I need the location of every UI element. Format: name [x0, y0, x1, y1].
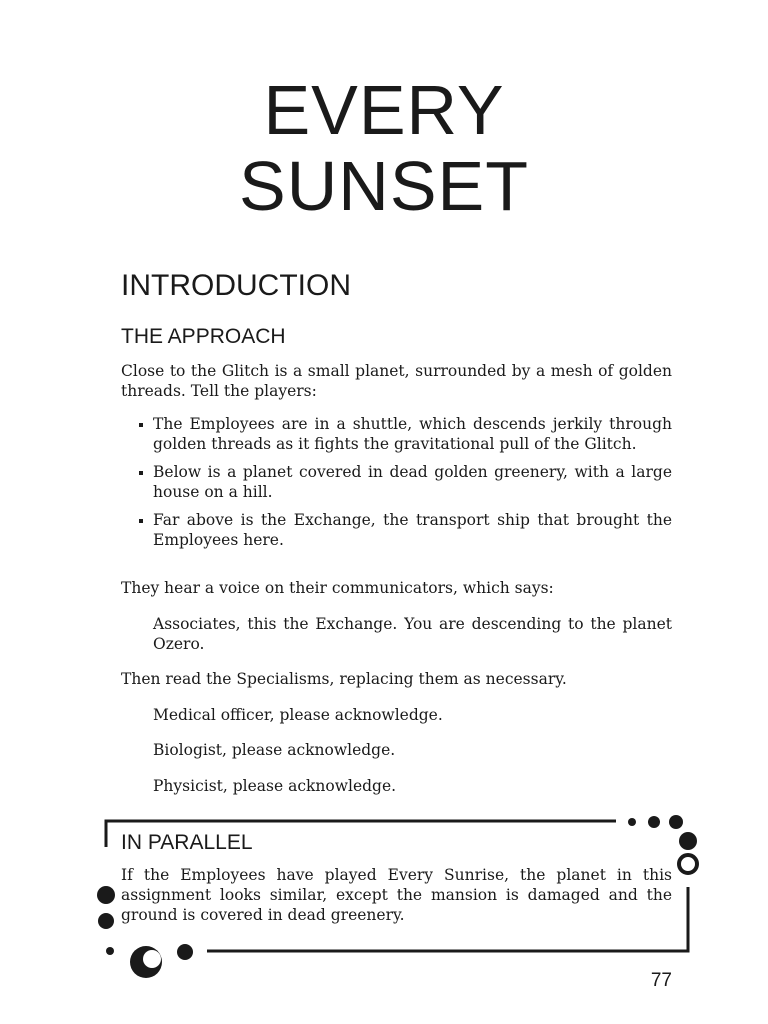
decor-dot [669, 815, 683, 829]
voice-intro-paragraph: They hear a voice on their communicators, which says: [121, 579, 554, 597]
specialisms-intro-paragraph: Then read the Specialisms, replacing them as necessary. [121, 670, 567, 688]
decor-dot [628, 818, 636, 826]
intro-paragraph: Close to the Glitch is a small planet, surrounded by a mesh of golden threads. Tell the players: [121, 362, 672, 400]
list-item: Far above is the Exchange, the transport ship that brought the Employees here. [121, 510, 672, 550]
sidebar-text: If the Employees have played Every Sunrise, the planet in this assignment looks similar, except the mansion is damaged and the ground is covered in dead greenery. [121, 866, 672, 924]
decor-dot [98, 913, 114, 929]
list-item: Below is a planet covered in dead golden greenery, with a large house on a hill. [121, 462, 672, 502]
list-item: The Employees are in a shuttle, which descends jerkily through golden threads as it fights the gravitational pull of the Glitch. [121, 414, 672, 454]
decor-dot [648, 816, 660, 828]
crescent-cutout [143, 950, 161, 968]
section-heading: INTRODUCTION [121, 269, 351, 302]
subsection-heading: THE APPROACH [121, 325, 286, 348]
title-line-2: SUNSET [239, 147, 529, 225]
decor-dot [97, 886, 115, 904]
title-line-1: EVERY [263, 71, 505, 149]
quote-paragraph: Associates, this the Exchange. You are descending to the planet Ozero. [153, 615, 672, 653]
decor-ring [679, 855, 697, 873]
decor-dot [177, 944, 193, 960]
acknowledgement-line: Physicist, please acknowledge. [153, 777, 397, 795]
page-number: 77 [650, 970, 672, 991]
decor-dot [679, 832, 697, 850]
acknowledgement-line: Biologist, please acknowledge. [153, 741, 396, 759]
decor-dot [106, 947, 114, 955]
sidebar-heading: IN PARALLEL [121, 831, 253, 854]
acknowledgement-line: Medical officer, please acknowledge. [153, 706, 443, 724]
